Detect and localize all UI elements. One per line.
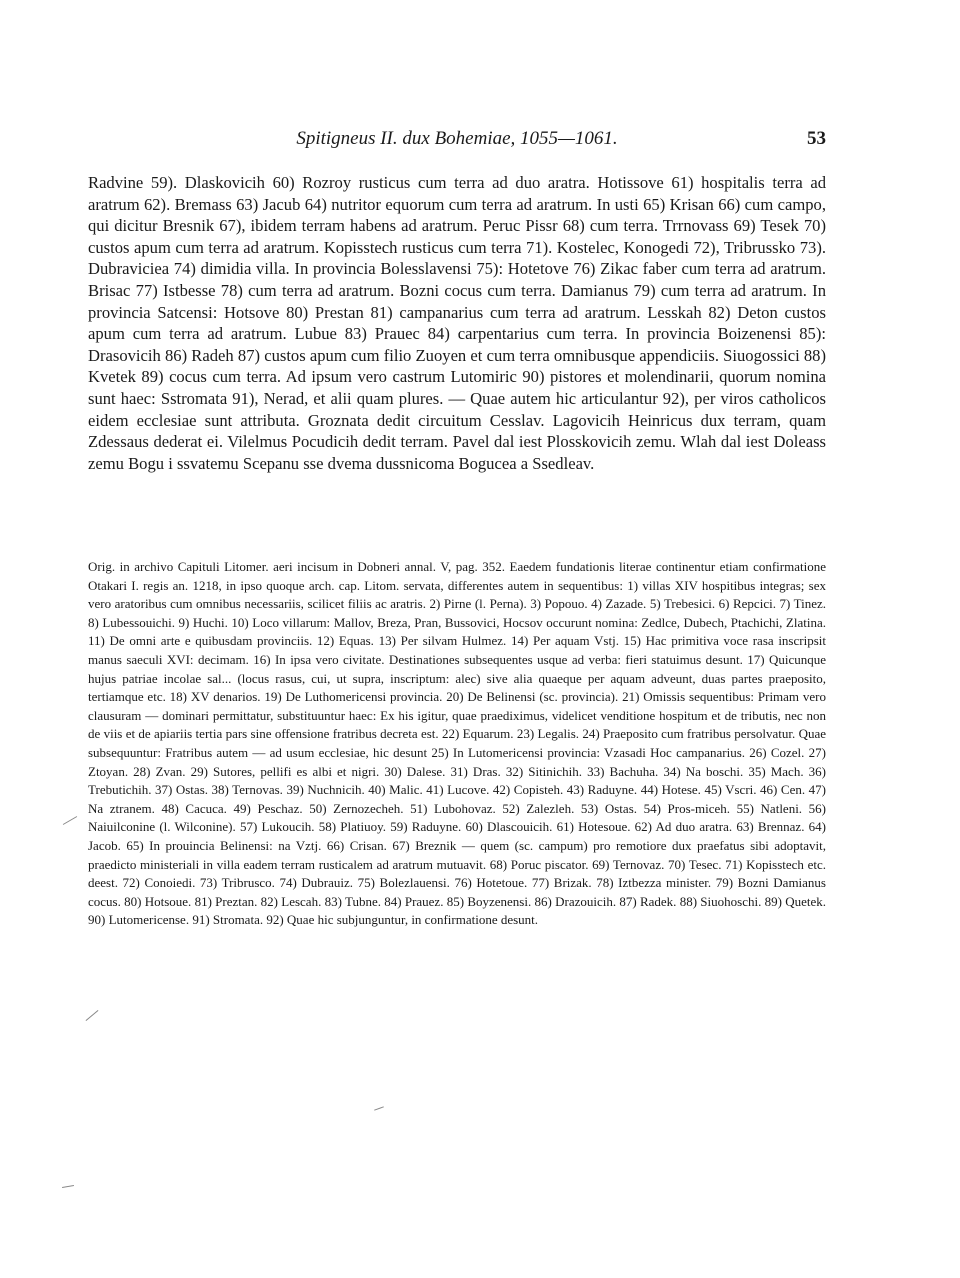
page-header xyxy=(88,124,826,158)
margin-mark xyxy=(86,1010,99,1021)
running-title: Spitigneus II. dux Bohemiae, 1055—1061. xyxy=(296,128,618,149)
page-number: 53 xyxy=(807,128,826,149)
footnotes xyxy=(88,558,826,930)
margin-mark xyxy=(63,816,77,825)
footnote-paragraph: Orig. in archivo Capituli Litomer. aeri incisum in Dobneri annal. V, pag. 352. Eaedem fundationis literae continentur etiam confirmatione Otakari I. regis an. 1218, in ipso quoque arch. cap. Litom. servata, differentes autem in sequentibus: 1) villas XIV hospitibus integras; sex vero aratoribus cum omnibus necessariis, scilicet filiis ac aratris. 2) Pirne (l. Perna). 3) Popouo. 4) Zazade. 5) Trebesici. 6) Repcici. 7) Tinez. 8) Lubessouichi. 9) Huchi. 10) Loco villarum: Mallov, Breza, Pran, Bussovici, Hocsov occurunt nomina: Zedlce, Dubech, Ptachichi, Zlatina. 11) De omni arte e quibusdam provinciis. 12) Equas. 13) Per silvam Hulmez. 14) Per aquam Vstj. 15) Hac primitiva voce rasa inscripsit manus saeculi XVI: decimam. 16) In ipsa vero civitate. Destinationes subsequentes usque ad verba: fieri statuimus desunt. 17) Quicunque hujus patriae incolae sal... (locus rasus, cui, ut supra, inscriptum: alec) sive alia quaeque per aquam adveunt, duas partes praeposito, tertiamque etc. 18) XV denarios. 19) De Luthomericensi provincia. 20) De Belinensi (sc. provincia). 21) Omissis sequentibus: Primam vero clausuram — dominari permittatur, substituuntur haec: Ex his igitur, quae praediximus, videlicet venditione hospitum et de tributis, nec non de viis et de apiariis tertia pars sine offensione fratribus decreta est. 22) Equarum. 23) Legalis. 24) Praeposito cum fratribus persolvatur. Quae subsequuntur: Fratribus autem — ad usum ecclesiae, hic desunt 25) In Lutomericensi provincia: Vzasadi Hoc campanarius. 26) Cozel. 27) Ztoyan. 28) Zvan. 29) Sutores, pellifi es albi et nigri. 30) Dalese. 31) Dras. 32) Sitinichih. 33) Bachuha. 34) Na boschi. 35) Mach. 36) Trebutichih. 37) Ostas. 38) Ternovas. 39) Nuchnicih. 40) Malic. 41) Lucove. 42) Copisteh. 43) Raduyne. 44) Hotese. 45) Vscri. 46) Cen. 47) Na ztranem. 48) Cacuca. 49) Peschaz. 50) Zernozecheh. 51) Lubohovaz. 52) Zalezleh. 53) Ostas. 54) Pros-miceh. 55) Natleni. 56) Naiuilconine (l. Wilconine). 57) Lukoucih. 58) Platiuoy. 59) Raduyne. 60) Dlascouicih. 61) Hotesoue. 62) Ad duo aratra. 63) Brennaz. 64) Jacob. 65) In prouincia Belinensi: na Vztj. 66) Crisan. 67) Breznik — quem (sc. campum) pro remotiore dux praefatus sibi adoptavit, praedicto ministeriali in villa eadem terram rusticalem ad aratrum mutuavit. 68) Poruc piscator. 69) Ternovaz. 70) Tesec. 71) Kopisstech etc. deest. 72) Conoiedi. 73) Tribrusco. 74) Dubrauiz. 75) Bolezlauensi. 76) Hotetoue. 77) Brizak. 78) Iztbezza minister. 79) Bozni Damianus cocus. 80) Hotsoue. 81) Preztan. 82) Lescah. 83) Tubne. 84) Prauez. 85) Boyzenensi. 86) Drazouicih. 87) Radek. 88) Siuohoschi. 89) Quetek. 90) Lutomericense. 91) Stromata. 92) Quae hic subjunguntur, in confirmatione desunt. xyxy=(88,559,826,928)
body-paragraph: Radvine 59). Dlaskovicih 60) Rozroy rusticus cum terra ad duo aratra. Hotissove 61) hospitalis terra ad aratrum 62). Bremass 63) Jacub 64) nutritor equorum cum terra ad aratrum. In usti 65) Krisan 66) cum campo, qui dicitur Bresnik 67), ibidem terram habens ad aratrum. Peruc Pissr 68) cum terra. Trrnovass 69) Tesek 70) custos apum cum terra ad aratrum. Kopisstech rusticus cum terra 71). Kostelec, Konogedi 72), Tribrussko 73). Dubraviciea 74) dimidia villa. In provincia Bolesslavensi 75): Hotetove 76) Zikac faber cum terra ad aratrum. Brisac 77) Istbesse 78) cum terra ad aratrum. Bozni cocus cum terra. Damianus 79) cum terra ad aratrum. In provincia Satcensi: Hotsove 80) Prestan 81) campanarius cum terra ad aratrum. Lesskah 82) Deton custos apum cum terra ad aratrum. Lubue 83) Prauec 84) carpentarius cum terra. In provincia Boizenensi 85): Drasovicih 86) Radeh 87) custos apum cum filio Zuoyen et cum terra omnibusque appendiciis. Siuogossici 88) Kvetek 89) cocus cum terra. Ad ipsum vero castrum Lutomiric 90) pistores et molendinarii, quorum nomina sunt haec: Sstromata 91), Nerad, et alii quam plures. — Quae autem hic articulantur 92), per viros catholicos eidem ecclesiae sunt attributa. Groznata dedit circuitum Cesslav. Lagovicih Heinricus dux terram, quam Zdessaus dederat ei. Vilelmus Pocudicih dedit terram. Pavel dal iest Plosskovicih zemu. Wlah dal iest Doleass zemu Bogu i ssvatemu Scepanu sse dvema dussnicoma Bogucea a Ssedleav. xyxy=(88,173,826,473)
margin-mark xyxy=(62,1185,74,1188)
margin-mark xyxy=(374,1106,384,1110)
main-text xyxy=(88,172,826,474)
